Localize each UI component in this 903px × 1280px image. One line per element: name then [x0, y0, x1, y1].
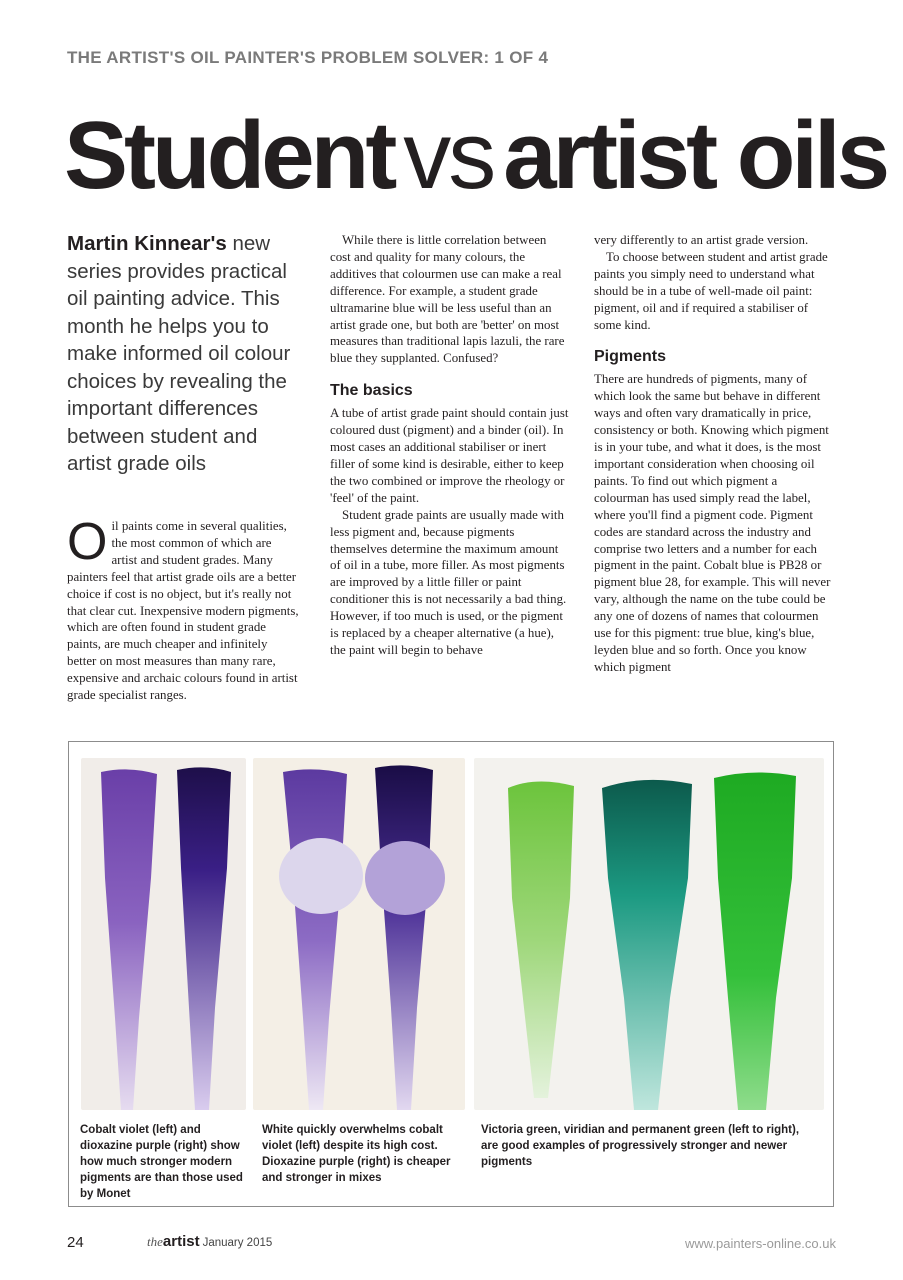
body-column-1: [67, 513, 299, 704]
brand-artist: artist: [162, 1233, 200, 1250]
body-paragraph: Student grade paints are usually made with less pigment and, because pigments themselves determine the maximum amount of oil in a tube, more filler. As most pigments are improved by a little filler or paint conditioner this is not necessarily a bad thing. However, if too much is used, or the pigment is replaced by a cheaper alternative (a hue), the paint will begin to behave: [330, 507, 567, 657]
subhead-basics: The basics: [330, 382, 413, 400]
issue-date: January 2015: [202, 1237, 273, 1249]
standfirst: [67, 230, 307, 478]
article-headline: [64, 102, 887, 209]
caption-photo-2: White quickly overwhelms cobalt violet (left) despite its high cost. Dioxazine purple (right) is cheaper and stronger in mixes: [262, 1124, 451, 1184]
body-paragraph: very differently to an artist grade version.: [594, 233, 809, 247]
figure-panel: [68, 741, 834, 1207]
photo-white-mix: [253, 758, 465, 1110]
headline-artist-oils: artist oils: [503, 102, 887, 209]
caption-photo-1: Cobalt violet (left) and dioxazine purple (right) show how much stronger modern pigments are than those used by Monet: [80, 1124, 243, 1200]
drop-cap: O: [67, 513, 108, 571]
brand-the: the: [147, 1234, 163, 1249]
cobalt-violet-white-mix: [279, 838, 363, 914]
body-paragraph: There are hundreds of pigments, many of which look the same but behave in different ways and often vary dramatically in price, consistency or both. Knowing which pigment is in your tube, and what it does, is the most important consideration when choosing oil paints. To find out which pigment a colourman has used simply read the label, where you'll find a pigment code. Pigment codes are standard across the industry and comprise two letters and a number for each pigment in the paint. Cobalt blue is PB28 or pigment blue 28, for example. This will never vary, although the name on the tube could be any one of dozens of names that colourmen use for this pigment: true blue, king's blue, leyden blue and so forth. Once you know which pigment: [594, 372, 831, 674]
headline-student: Student: [64, 102, 394, 209]
body-column-2: [330, 232, 570, 659]
author-name: Martin Kinnear's: [67, 232, 227, 255]
headline-vs: vs: [403, 102, 494, 209]
subhead-pigments: Pigments: [594, 348, 667, 366]
caption-photo-3: Victoria green, viridian and permanent green (left to right), are good examples of progressively stronger and newer pigments: [481, 1124, 800, 1168]
body-paragraph: While there is little correlation between cost and quality for many colours, the additives that colourmen use can make a real difference. For example, a student grade ultramarine blue will be less useful than an artist grade one, but both are 'better' on most measures than traditional lapis lazuli, the rare blue they supplanted. Confused?: [330, 233, 565, 366]
magazine-brand: [147, 1233, 272, 1251]
photo-purple-strokes: [81, 758, 246, 1110]
page-number: 24: [67, 1234, 84, 1251]
body-paragraph: To choose between student and artist grade paints you simply need to understand what should be in a tube of well-made oil paint: pigment, oil and if required a stabiliser of some kind.: [594, 249, 828, 332]
website-url: www.painters-online.co.uk: [684, 1236, 836, 1251]
body-paragraph: A tube of artist grade paint should contain just coloured dust (pigment) and a binder (oil). In most cases an additional stabiliser or inert filler of some kind is desirable, either to keep the two combined or improve the rheology or 'feel' of the paint.: [330, 406, 569, 505]
photo-green-strokes: [474, 758, 824, 1110]
series-kicker: THE ARTIST'S OIL PAINTER'S PROBLEM SOLVER: 1 OF 4: [67, 48, 549, 67]
dioxazine-purple-white-mix: [365, 841, 445, 915]
body-paragraph: il paints come in several qualities, the most common of which are artist and student grades. Many painters feel that artist grade oils are a better choice if cost is no object, but it's really not that clear cut. Inexpensive modern pigments, which are often found in student grade paints, are much cheaper and infinitely better on most measures than many rare, expensive and archaic colours found in artist grade specialist ranges.: [67, 519, 299, 703]
body-column-3: [594, 232, 834, 676]
standfirst-text: new series provides practical oil painting advice. This month he helps you to make informed oil colour choices by revealing the important differences between student and artist grade oils: [67, 232, 291, 475]
